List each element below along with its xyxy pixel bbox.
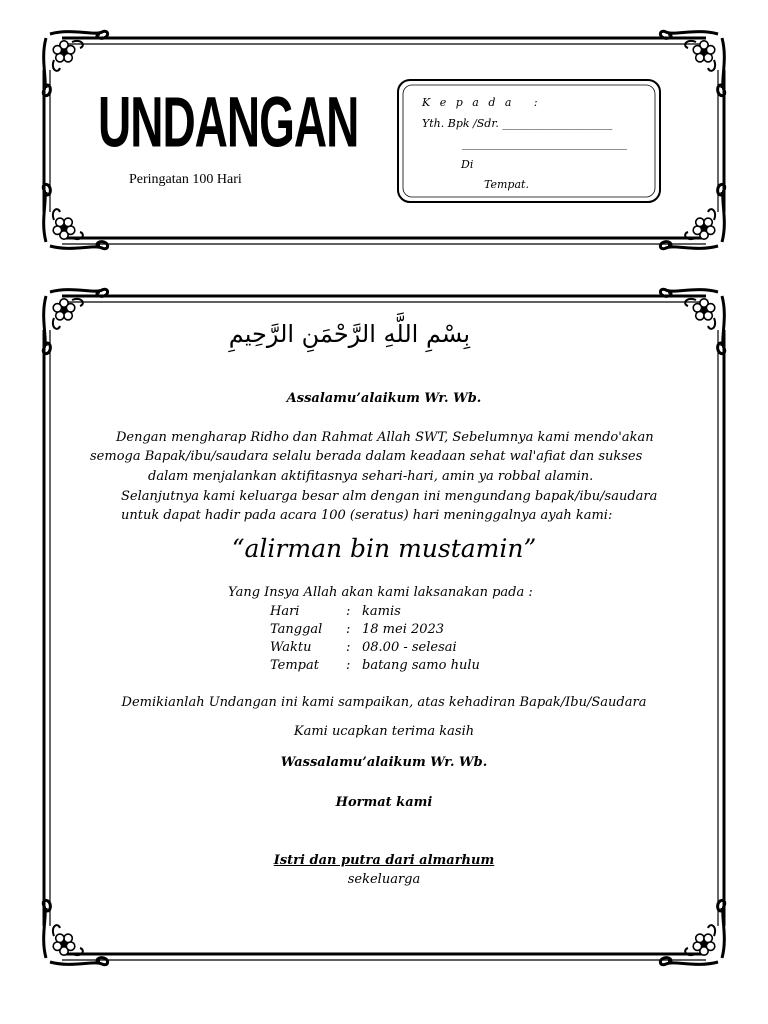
detail-row-tempat [270, 657, 480, 675]
detail-label: Tanggal [270, 622, 323, 637]
address-blank-line: ______________________________ [462, 137, 627, 150]
address-to-label: K e p a d a : [422, 96, 541, 109]
invitation-title: UNDANGAN [98, 81, 359, 162]
detail-value: batang samo hulu [362, 658, 480, 673]
paragraph-2-line-2: untuk dapat hadir pada acara 100 (seratus) hari meninggalnya ayah kami: [121, 508, 613, 523]
invitation-subtitle: Peringatan 100 Hari [129, 172, 242, 187]
address-tempat: Tempat. [484, 178, 529, 191]
closing-line-2: Kami ucapkan terima kasih [293, 724, 475, 739]
detail-separator: : [346, 640, 351, 655]
detail-row-tanggal [270, 621, 480, 639]
signature: Istri dan putra dari almarhum [273, 853, 495, 868]
detail-value: 18 mei 2023 [362, 622, 445, 637]
paragraph-2-line-1: Selanjutnya kami keluarga besar alm dengan ini mengundang bapak/ibu/saudara [121, 489, 658, 504]
regards: Hormat kami [335, 795, 433, 810]
paragraph-1-line-3: dalam menjalankan aktifitasnya sehari-hari, amin ya robbal alamin. [148, 469, 594, 484]
address-di: Di [461, 158, 474, 171]
detail-row-waktu [270, 639, 480, 657]
deceased-name: “alirman bin mustamin” [231, 534, 537, 563]
detail-label: Waktu [270, 640, 312, 655]
detail-separator: : [346, 622, 351, 637]
event-details-table [270, 603, 480, 675]
closing-line-1: Demikianlah Undangan ini kami sampaikan, atas kehadiran Bapak/Ibu/Saudara [121, 695, 647, 710]
signature-sub: sekeluarga [347, 872, 421, 887]
detail-value: 08.00 - selesai [362, 640, 457, 655]
basmalah-calligraphy: بِسْمِ اللَّهِ الرَّحْمَنِ الرَّحِيمِ [228, 320, 470, 348]
detail-label: Hari [270, 604, 300, 619]
detail-label: Tempat [270, 658, 319, 673]
paragraph-1-line-1: Dengan mengharap Ridho dan Rahmat Allah SWT, Sebelumnya kami mendo'akan [116, 430, 654, 445]
event-intro: Yang Insya Allah akan kami laksanakan pada : [228, 585, 533, 600]
detail-separator: : [346, 658, 351, 673]
detail-separator: : [346, 604, 351, 619]
paragraph-1-line-2: semoga Bapak/ibu/saudara selalu berada dalam keadaan sehat wal'afiat dan sukses [90, 449, 643, 464]
opening-greeting: Assalamu’alaikum Wr. Wb. [286, 391, 482, 406]
closing-greeting: Wassalamu’alaikum Wr. Wb. [280, 755, 488, 770]
detail-row-hari [270, 603, 480, 621]
detail-value: kamis [362, 604, 401, 619]
address-recipient-line: Yth. Bpk /Sdr. ____________________ [422, 117, 613, 130]
